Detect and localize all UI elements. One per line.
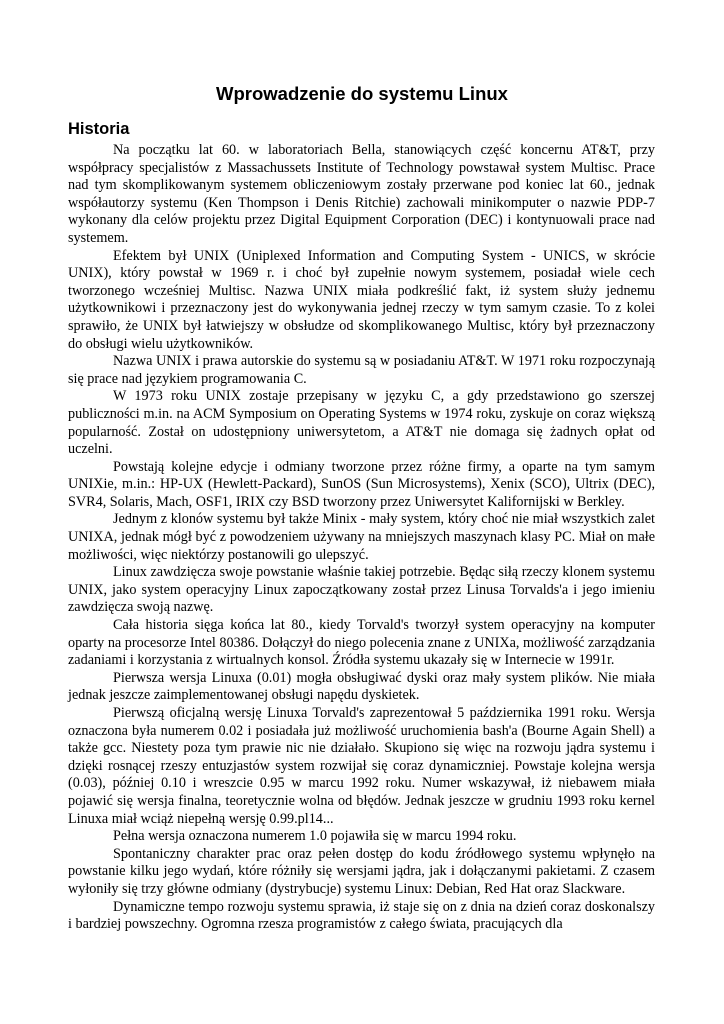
document-title: Wprowadzenie do systemu Linux (216, 83, 508, 104)
paragraph: Pełna wersja oznaczona numerem 1.0 pojawiła się w marcu 1994 roku. (113, 828, 517, 845)
paragraph: Nazwa UNIX i prawa autorskie do systemu są w posiadaniu AT&T. W 1971 roku rozpoczynają się prace nad językiem programowania C. (68, 353, 655, 387)
document-body (68, 142, 655, 934)
paragraph: Na początku lat 60. w laboratoriach Bella, stanowiących część koncernu AT&T, przy współpracy specjalistów z Massachussets Institute of Technology powstawał system Multisc. Prace nad tym skomplikowanym systemem obliczeniowym zostały przerwane pod koniec lat 60., jednak współautorzy systemu (Ken Thompson i Denis Ritchie) zachowali minikomputer o nazwie PDP-7 wykonany dla celów projektu przez Digital Equipment Corporation (DEC) i kontynuowali prace nad systemem. (68, 142, 655, 246)
paragraph: Jednym z klonów systemu był także Minix - mały system, który choć nie miał wszystkich zalet UNIXA, jednak mógł być z powodzeniem używany na mniejszych maszynach klasy PC. Miał on małe możliwości, więc niektórzy postanowili go ulepszyć. (68, 511, 655, 563)
paragraph: Pierwsza wersja Linuxa (0.01) mogła obsługiwać dyski oraz mały system plików. Nie miała jednak jeszcze zaimplementowanej obsługi napędu dyskietek. (68, 669, 655, 704)
paragraph: Efektem był UNIX (Uniplexed Information and Computing System - UNICS, w skrócie UNIX), który powstał w 1969 r. i choć był zupełnie nowym systemem, posiadał wiele cech tworzonego wcześniej Multisc. Nazwa UNIX miała podkreślić fakt, iż system służy jednemu użytkownikowi i przeznaczony jest do wykonywania jednej rzeczy w tym samym czasie. To z kolei sprawiło, że UNIX był łatwiejszy w obsłudze od skomplikowanego Multisc, który był przeznaczony do obsługi wielu użytkowników. (68, 247, 655, 352)
paragraph: Spontaniczny charakter prac oraz pełen dostęp do kodu źródłowego systemu wpłynęło na powstanie kilku jego wydań, które różniły się wersjami jądra, jak i dołączanymi pakietami. Z czasem wyłoniły się trzy główne odmiany (dystrybucje) systemu Linux: Debian, Red Hat oraz Slackware. (68, 845, 655, 897)
paragraph: Cała historia sięga końca lat 80., kiedy Torvald's tworzył system operacyjny na komputer oparty na procesorze Intel 80386. Dołączył do niego polecenia znane z UNIXa, możliwość zarządzania zadaniami i korzystania z wirtualnych konsol. Źródła systemu ukazały się w Internecie w 1991r. (68, 617, 655, 669)
paragraph: Powstają kolejne edycje i odmiany tworzone przez różne firmy, a oparte na tym samym UNIXie, m.in.: HP-UX (Hewlett-Packard), SunOS (Sun Microsystems), Xenix (SCO), Ultrix (DEC), SVR4, Solaris, Mach, OSF1, IRIX czy BSD tworzony przez Uniwersytet Kalifornijski w Berkley. (68, 458, 655, 510)
paragraph: W 1973 roku UNIX zostaje przepisany w języku C, a gdy przedstawiono go szerszej publiczności m.in. na ACM Symposium on Operating Systems w 1974 roku, zyskuje on coraz większą popularność. Został on udostępniony uniwersytetom, a AT&T nie domaga się żadnych opłat od uczelni. (68, 388, 655, 458)
paragraph: Pierwszą oficjalną wersję Linuxa Torvald's zaprezentował 5 października 1991 roku. Wersja oznaczona była numerem 0.02 i posiadała już możliwość uruchomienia bash'a (Bourne Again Shell) a także gcc. Niestety poza tym prawie nic nie działało. Skupiono się więc na rozwoju jądra systemu i dzięki rosnącej rzeszy entuzjastów system rozwijał się coraz dynamiczniej. Powstaje kolejna wersja (0.03), później 0.10 i wreszcie 0.95 w marcu 1992 roku. Numer wskazywał, iż niebawem miała pojawić się wersja finalna, teoretycznie wolna od błędów. Jednak jeszcze w grudniu 1993 roku kernel Linuxa miał wciąż niepełną wersję 0.99.pl14... (68, 705, 655, 827)
paragraph: Linux zawdzięcza swoje powstanie właśnie takiej potrzebie. Będąc siłą rzeczy klonem systemu UNIX, jako system operacyjny Linux zapoczątkowany został przez Linusa Torvalds'a i jego imieniu zawdzięcza swoją nazwę. (68, 564, 655, 616)
section-heading-historia: Historia (68, 120, 130, 138)
paragraph: Dynamiczne tempo rozwoju systemu sprawia, iż staje się on z dnia na dzień coraz doskonalszy i bardziej powszechny. Ogromna rzesza programistów z całego świata, pracujących dla (68, 898, 655, 933)
